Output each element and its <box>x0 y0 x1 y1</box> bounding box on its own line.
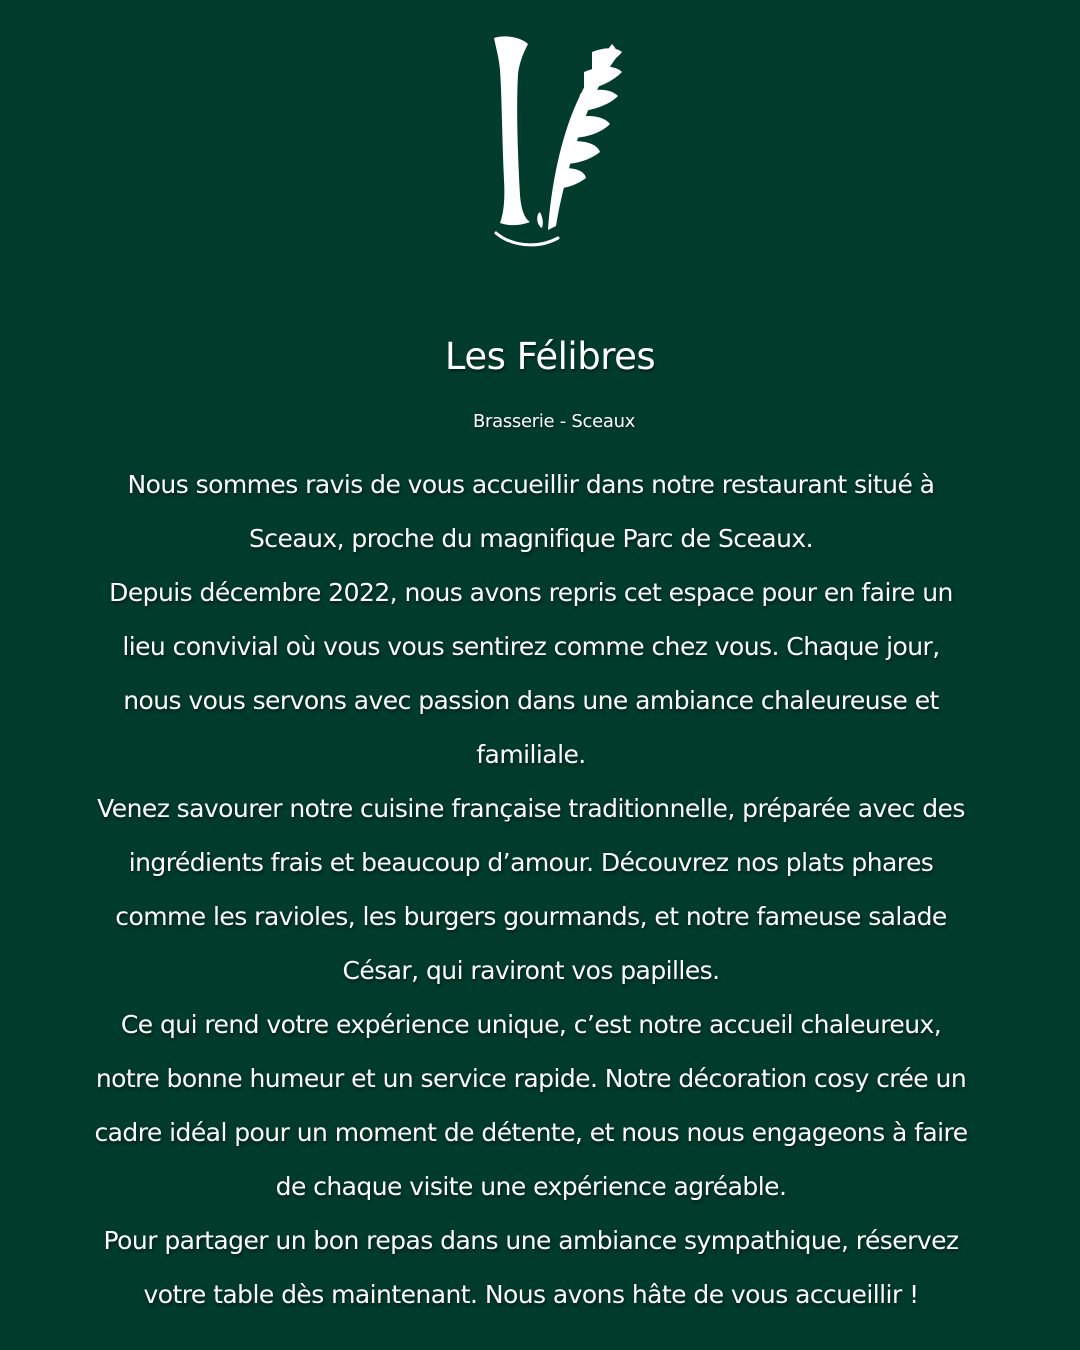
description-line: lieu convivial où vous vous sentirez comme chez vous. Chaque jour, <box>122 632 940 661</box>
description-line: Sceaux, proche du magnifique Parc de Sceaux. <box>248 524 814 553</box>
description-line: nous vous servons avec passion dans une ambiance chaleureuse et <box>123 686 939 715</box>
description-line: votre table dès maintenant. Nous avons hâte de vous accueillir ! <box>143 1280 919 1309</box>
description-line: comme les ravioles, les burgers gourmands, et notre fameuse salade <box>115 902 947 931</box>
description-line: César, qui raviront vos papilles. <box>342 956 720 985</box>
description-line: cadre idéal pour un moment de détente, et nous nous engageons à faire <box>94 1118 968 1147</box>
restaurant-name: Les Félibres <box>444 335 656 378</box>
description-line: familiale. <box>476 740 586 769</box>
description-text <box>0 458 1062 1322</box>
description-line: Ce qui rend votre expérience unique, c’est notre accueil chaleureux, <box>120 1010 942 1039</box>
description-line: Nous sommes ravis de vous accueillir dans notre restaurant situé à <box>127 470 935 499</box>
description-line: Pour partager un bon repas dans une ambiance sympathique, réservez <box>103 1226 959 1255</box>
description-line: ingrédients frais et beaucoup d’amour. Découvrez nos plats phares <box>128 848 934 877</box>
description-line: Venez savourer notre cuisine française traditionnelle, préparée avec des <box>97 794 965 823</box>
feather-f-logo-icon <box>480 30 630 255</box>
description-line: notre bonne humeur et un service rapide. Notre décoration cosy crée un <box>95 1064 967 1093</box>
restaurant-tagline: Brasserie - Sceaux <box>472 411 636 432</box>
description-line: de chaque visite une expérience agréable. <box>275 1172 787 1201</box>
description-line: Depuis décembre 2022, nous avons repris cet espace pour en faire un <box>109 578 953 607</box>
